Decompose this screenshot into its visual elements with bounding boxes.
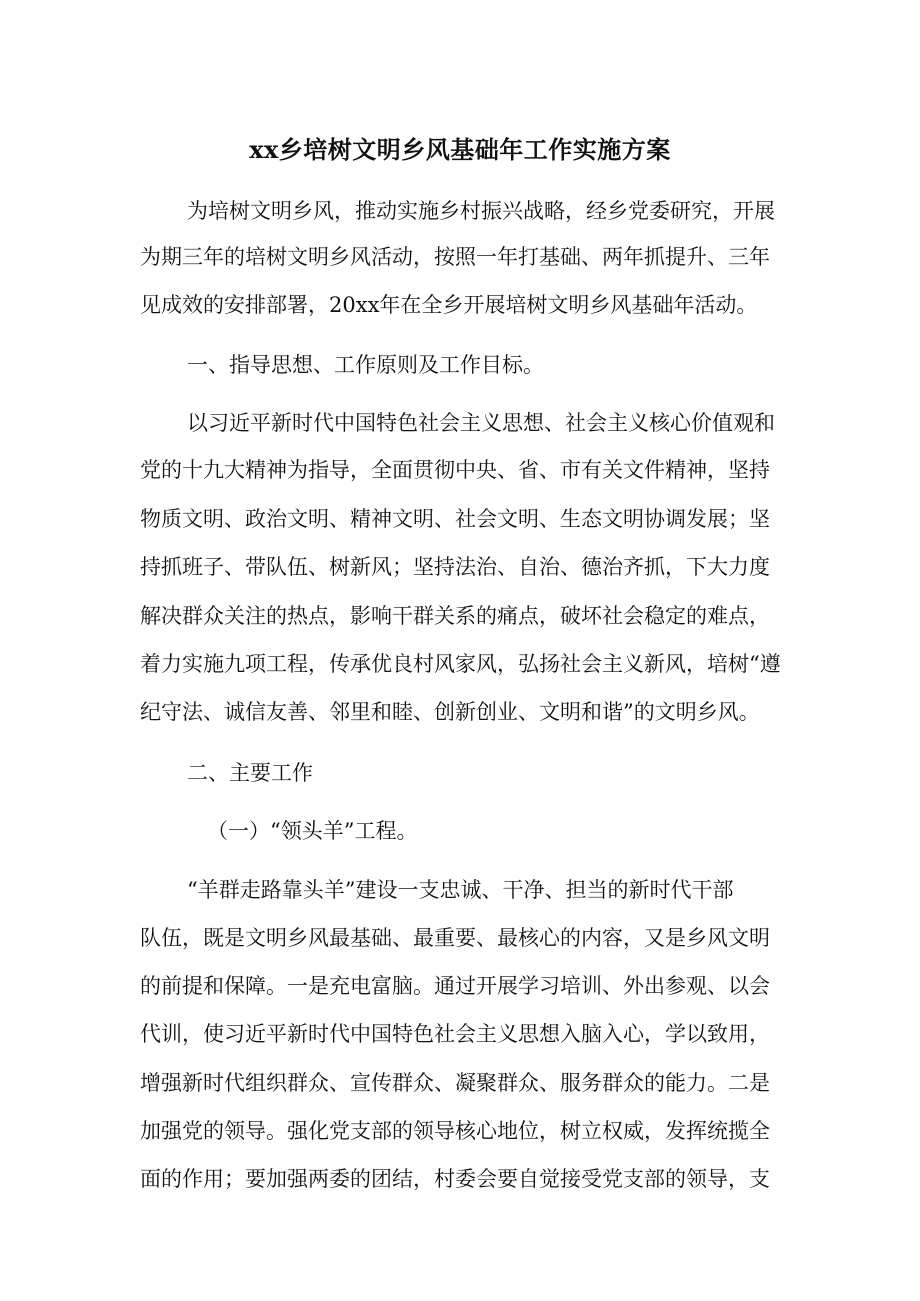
paragraph-line: 队伍，既是文明乡风最基础、最重要、最核心的内容，又是乡风文明 (140, 926, 770, 950)
paragraph-line: 以习近平新时代中国特色社会主义思想、社会主义核心价值观和 (187, 411, 775, 435)
paragraph-line: 见成效的安排部署，20xx年在全乡开展培树文明乡风基础年活动。 (140, 293, 758, 317)
section-heading: 二、主要工作 (187, 761, 313, 785)
section-heading: 一、指导思想、工作原则及工作目标。 (187, 353, 544, 377)
paragraph-line: 解决群众关注的热点，影响干群关系的痛点，破坏社会稳定的难点， (140, 604, 770, 628)
paragraph-line: 面的作用；要加强两委的团结，村委会要自觉接受党支部的领导，支 (140, 1167, 770, 1191)
paragraph-line: 纪守法、诚信友善、邻里和睦、创新创业、文明和谐”的文明乡风。 (140, 700, 760, 724)
paragraph-line: 党的十九大精神为指导，全面贯彻中央、省、市有关文件精神，坚持 (140, 458, 770, 482)
paragraph-line: “羊群走路靠头羊”建设一支忠诚、干净、担当的新时代干部 (187, 878, 734, 902)
paragraph-line: 为期三年的培树文明乡风活动，按照一年打基础、两年抓提升、三年 (140, 245, 770, 269)
paragraph-line: 着力实施九项工程，传承优良村风家风，弘扬社会主义新风，培树“遵 (140, 652, 781, 676)
paragraph-line: 的前提和保障。一是充电富脑。通过开展学习培训、外出参观、以会 (140, 974, 770, 998)
paragraph-line: 持抓班子、带队伍、树新风；坚持法治、自治、德治齐抓，下大力度 (140, 555, 770, 579)
subsection-heading: （一）“领头羊”工程。 (207, 819, 418, 843)
paragraph-line: 代训，使习近平新时代中国特色社会主义思想入脑入心，学以致用， (140, 1022, 770, 1046)
paragraph-line: 加强党的领导。强化党支部的领导核心地位，树立权威，发挥统揽全 (140, 1119, 770, 1143)
paragraph-line: 增强新时代组织群众、宣传群众、凝聚群众、服务群众的能力。二是 (140, 1071, 770, 1095)
paragraph-line: 物质文明、政治文明、精神文明、社会文明、生态文明协调发展；坚 (140, 507, 770, 531)
paragraph-line: 为培树文明乡风，推动实施乡村振兴战略，经乡党委研究，开展 (187, 199, 775, 223)
document-title: xx乡培树文明乡风基础年工作实施方案 (249, 135, 671, 164)
